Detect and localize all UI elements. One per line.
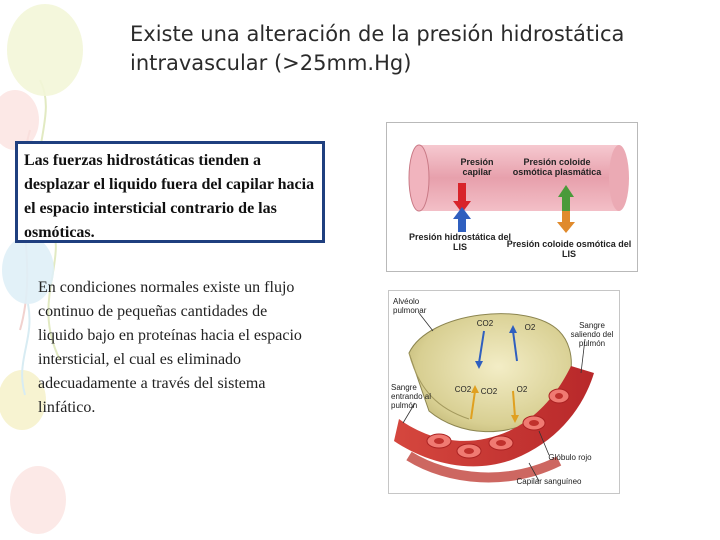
highlighted-text-box: Las fuerzas hidrostáticas tienden a desplazar el liquido fuera del capilar hacia el espacio intersticial contrario de las osmóticas. <box>15 141 325 243</box>
plasma-oncotic-pressure-label: Presión coloide osmótica plasmática <box>512 157 602 177</box>
body-paragraph: En condiciones normales existe un flujo continuo de pequeñas cantidades de liquido bajo en proteínas hacia el espacio intersticial, el cual es eliminado adecuadamente a través del sistema linfático. <box>38 279 302 416</box>
alveolus-label: Alvéolo pulmonar <box>393 297 427 315</box>
slide-title: Existe una alteración de la presión hidrostática intravascular (>25mm.Hg) <box>130 22 625 75</box>
lis-oncotic-pressure-label: Presión coloide osmótica del LIS <box>506 239 632 259</box>
co2-label-middle-right: CO2 <box>480 387 498 396</box>
blood-leaving-lung-label: Sangre saliendo del pulmón <box>570 321 614 348</box>
blood-capillary-label: Capilar sanguíneo <box>516 477 582 486</box>
capillary-pressure-label: Presión capilar <box>460 157 494 177</box>
blood-entering-lung-label: Sangre entrando al pulmón <box>391 383 432 410</box>
co2-label-middle-left: CO2 <box>454 385 472 394</box>
o2-label-middle: O2 <box>516 385 528 394</box>
decorative-balloons <box>0 0 160 540</box>
o2-label-top: O2 <box>524 323 536 332</box>
lis-hydrostatic-pressure-label: Presión hidrostática del LIS <box>408 232 512 252</box>
alveolus-capillary-diagram <box>388 290 620 494</box>
red-blood-cell-label: Glóbulo rojo <box>548 453 592 462</box>
co2-label-top: CO2 <box>476 319 494 328</box>
capillary-pressure-diagram <box>386 122 638 272</box>
